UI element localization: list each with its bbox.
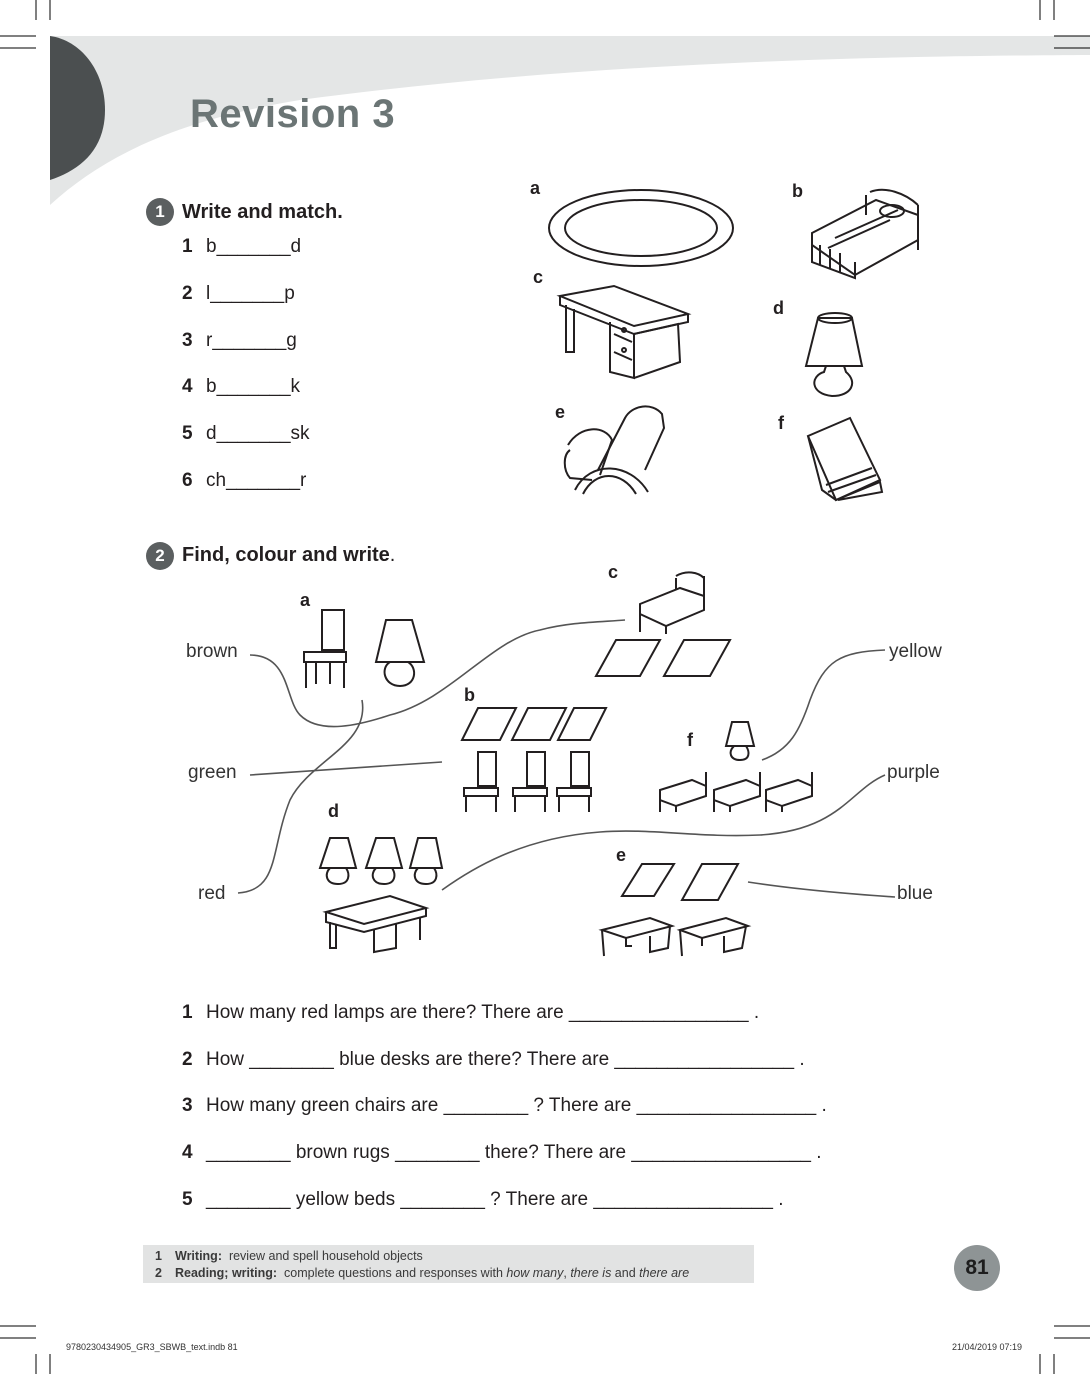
ex1-item[interactable]: 3 r_______g	[182, 330, 297, 351]
group-label-a: a	[300, 590, 311, 610]
picture-label-c: c	[533, 267, 544, 287]
exercise-2-number: 2	[146, 542, 174, 570]
page-number: 81	[954, 1245, 1000, 1291]
group-c-objects	[596, 572, 730, 676]
exercise-1-heading: Write and match.	[182, 201, 343, 223]
picture-label-a: a	[530, 178, 541, 198]
group-label-c: c	[608, 562, 619, 582]
ex1-item[interactable]: 4 b_______k	[182, 376, 301, 397]
rug-picture-a	[549, 190, 733, 266]
group-label-b: b	[464, 685, 475, 705]
ex1-item[interactable]: 1 b_______d	[182, 236, 302, 257]
colour-word-green: green	[188, 762, 237, 783]
colour-word-brown: brown	[186, 641, 238, 662]
objective-line-2: 2 Reading; writing: complete questions and responses with how many, there is and there are	[155, 1266, 690, 1280]
ex1-item[interactable]: 5 d_______sk	[182, 423, 310, 444]
print-slug-date: 21/04/2019 07:19	[952, 1342, 1023, 1352]
lamp-picture-d	[806, 313, 862, 396]
question-1[interactable]: 1 How many red lamps are there? There are _________________ .	[182, 1002, 760, 1023]
colour-word-blue: blue	[897, 883, 933, 904]
page-title: Revision 3	[190, 92, 396, 136]
desk-picture-c	[560, 286, 688, 378]
group-d-objects	[320, 838, 442, 952]
picture-label-e: e	[555, 402, 566, 422]
print-slug-file: 9780230434905_GR3_SBWB_text.indb 81	[66, 1342, 238, 1352]
bed-picture-b	[812, 190, 918, 278]
exercise-1-number: 1	[146, 198, 174, 226]
question-3[interactable]: 3 How many green chairs are ________ ? There are _________________ .	[182, 1095, 827, 1116]
question-4[interactable]: 4 ________ brown rugs ________ there? There are _________________ .	[182, 1142, 822, 1163]
group-e-objects	[602, 864, 748, 956]
book-picture-f	[808, 418, 882, 500]
picture-label-f: f	[778, 413, 784, 433]
colour-word-red: red	[198, 883, 226, 904]
picture-label-d: d	[773, 298, 784, 318]
colour-word-yellow: yellow	[889, 641, 942, 662]
group-label-f: f	[687, 730, 693, 750]
chair-picture-e	[565, 406, 664, 494]
ex1-item[interactable]: 6 ch_______r	[182, 470, 307, 491]
question-2[interactable]: 2 How ________ blue desks are there? There are _________________ .	[182, 1049, 805, 1070]
objective-line-1: 1 Writing: review and spell household objects	[155, 1249, 423, 1263]
ex1-item[interactable]: 2 l_______p	[182, 283, 295, 304]
objectives-box	[143, 1245, 754, 1283]
group-label-e: e	[616, 845, 627, 865]
exercise-2-heading: Find, colour and write.	[182, 544, 396, 566]
question-5[interactable]: 5 ________ yellow beds ________ ? There are _________________ .	[182, 1189, 784, 1210]
group-label-d: d	[328, 801, 339, 821]
picture-label-b: b	[792, 181, 803, 201]
group-b-objects	[462, 708, 606, 812]
group-f-objects	[660, 722, 812, 812]
group-a-objects	[304, 610, 424, 688]
colour-word-purple: purple	[887, 762, 940, 783]
